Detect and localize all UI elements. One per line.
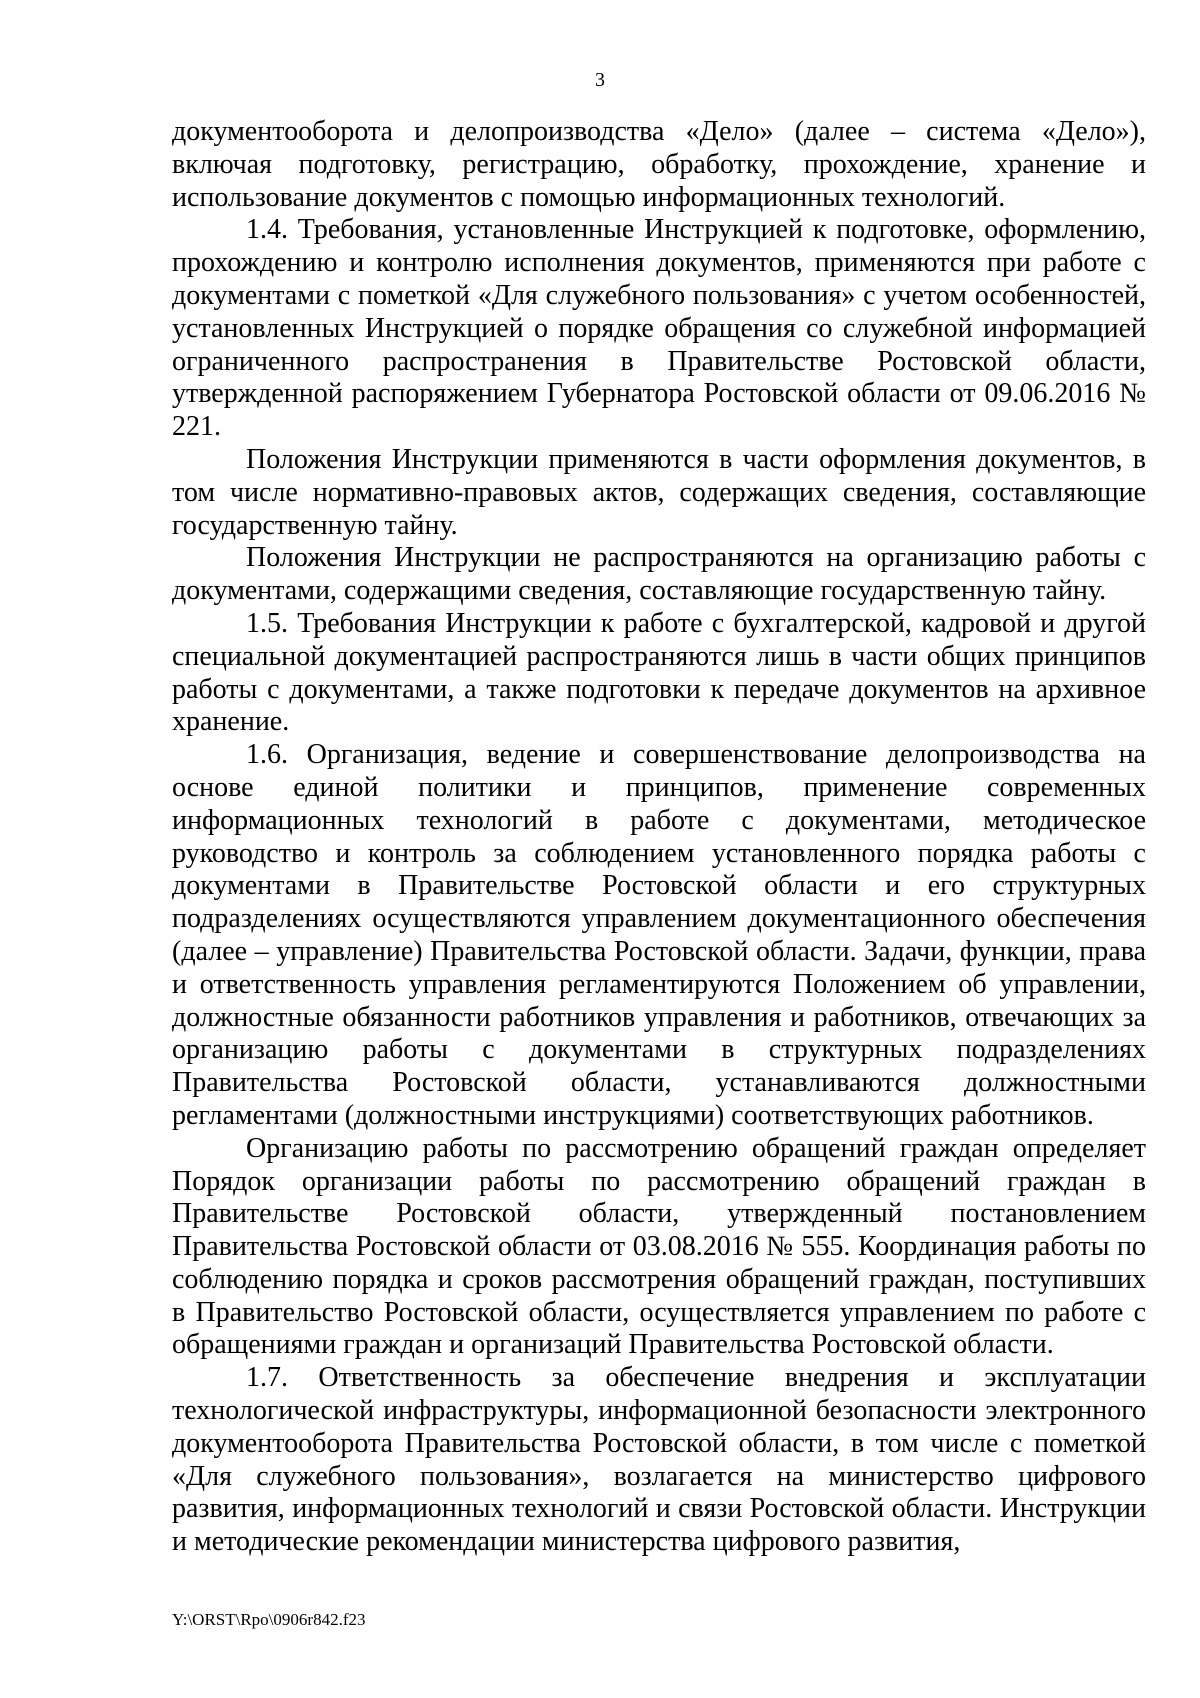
paragraph-1-6: 1.6. Организация, ведение и совершенствование делопроизводства на основе единой политики и принципов, применение современных информационных технологий в работе с документами, методическое руководство и контроль за соблюдением установленного порядка работы с документами в Правительстве Ростовской области и его структурных подразделениях осуществляются управлением документационного обеспечения (далее – управление) Правительства Ростовской области. Задачи, функции, права и ответственность управления регламентируются Положением об управлении, должностные обязанности работников управления и работников, отвечающих за организацию работы с документами в структурных подразделениях Правительства Ростовской области, устанавливаются должностными регламентами (должностными инструкциями) соответствующих работников. <box>172 739 1146 1131</box>
paragraph-1-4: 1.4. Требования, установленные Инструкцией к подготовке, оформлению, прохождению и контролю исполнения документов, применяются при работе с документами с пометкой «Для служебного пользования» с учетом особенностей, установленных Инструкцией о порядке обращения со служебной информацией ограниченного распространения в Правительстве Ростовской области, утвержденной распоряжением Губернатора Ростовской области от 09.06.2016 № 221. <box>172 214 1146 443</box>
page-number: 3 <box>595 69 605 91</box>
footer-file-path: Y:\ORST\Rpo\0906r842.f23 <box>172 1610 366 1629</box>
paragraph-citizen-appeals: Организацию работы по рассмотрению обращений граждан определяет Порядок организации работы по рассмотрению обращений граждан в Правительстве Ростовской области, утвержденный постановлением Правительства Ростовской области от 03.08.2016 № 555. Координация работы по соблюдению порядка и сроков рассмотрения обращений граждан, поступивших в Правительство Ростовской области, осуществляется управлением по работе с обращениями граждан и организаций Правительства Ростовской области. <box>172 1132 1146 1361</box>
paragraph-1-5: 1.5. Требования Инструкции к работе с бухгалтерской, кадровой и другой специальной документацией распространяются лишь в части общих принципов работы с документами, а также подготовки к передаче документов на архивное хранение. <box>172 607 1146 738</box>
paragraph-continuation: документооборота и делопроизводства «Дело» (далее – система «Дело»), включая подготовку, регистрацию, обработку, прохождение, хранение и использование документов с помощью информационных технологий. <box>172 116 1146 213</box>
paragraph-1-7: 1.7. Ответственность за обеспечение внедрения и эксплуатации технологической инфраструктуры, информационной безопасности электронного документооборота Правительства Ростовской области, в том числе с пометкой «Для служебного пользования», возлагается на министерство цифрового развития, информационных технологий и связи Ростовской области. Инструкции и методические рекомендации министерства цифрового развития, <box>172 1362 1146 1558</box>
paragraph-provisions-not-apply: Положения Инструкции не распространяются на организацию работы с документами, содержащими сведения, составляющие государственную тайну. <box>172 542 1146 607</box>
document-body <box>172 116 1146 1559</box>
paragraph-provisions-apply: Положения Инструкции применяются в части оформления документов, в том числе нормативно-правовых актов, содержащих сведения, составляющие государственную тайну. <box>172 443 1146 541</box>
